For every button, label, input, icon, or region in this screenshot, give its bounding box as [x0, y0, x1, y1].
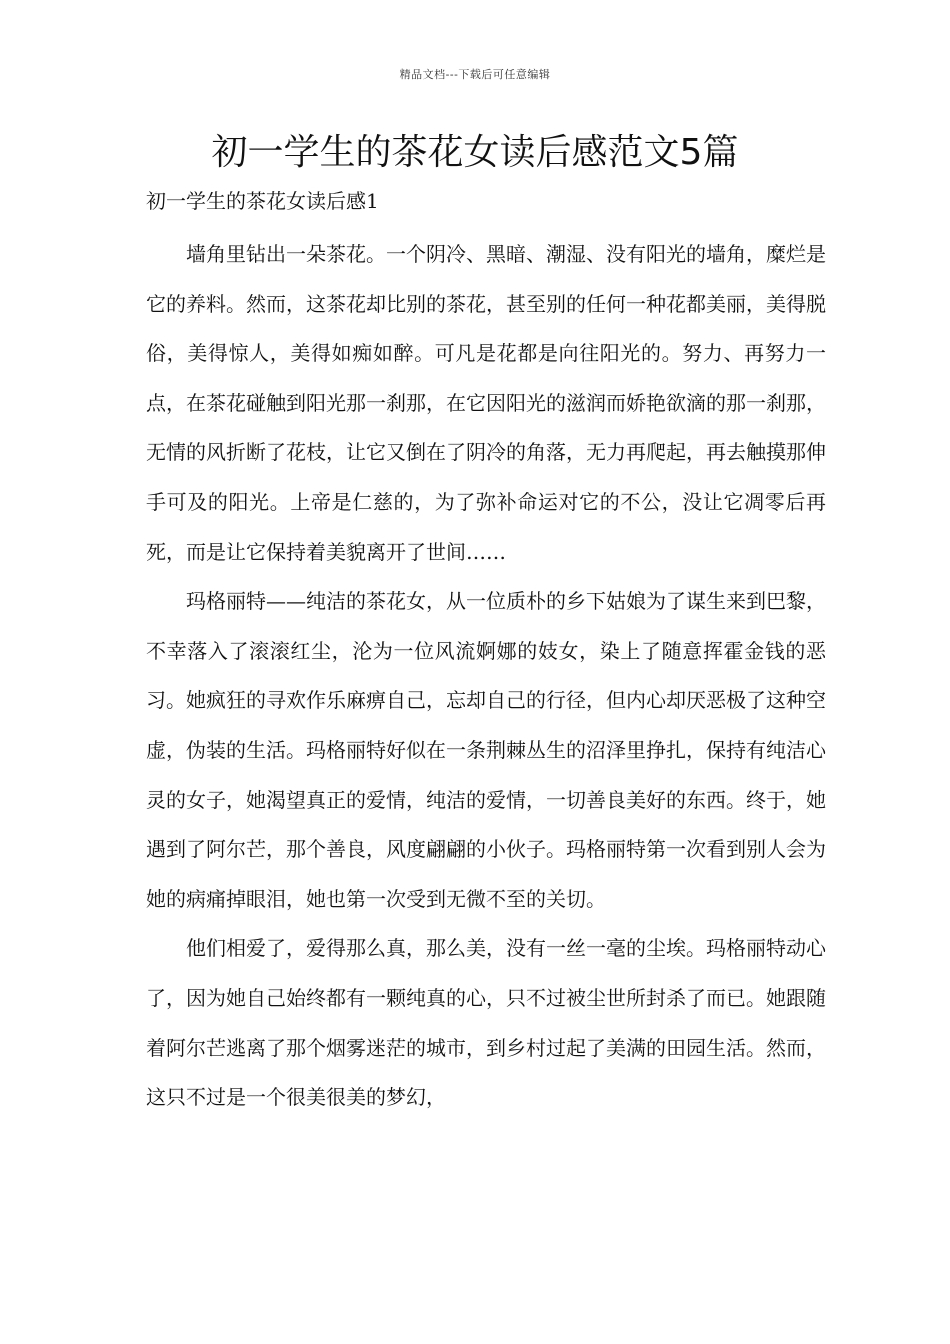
- section-heading: 初一学生的茶花女读后感1: [146, 189, 379, 213]
- document-title: 初一学生的茶花女读后感范文5篇: [211, 132, 739, 173]
- paragraph-2: 玛格丽特——纯洁的茶花女，从一位质朴的乡下姑娘为了谋生来到巴黎，不幸落入了滚滚红尘，沦为一位风流婀娜的妓女，染上了随意挥霍金钱的恶习。她疯狂的寻欢作乐麻痹自己，忘却自己的行径，但内心却厌恶极了这种空虚，伪装的生活。玛格丽特好似在一条荆棘丛生的沼泽里挣扎，保持有纯洁心灵的女子，她渴望真正的爱情，纯洁的爱情，一切善良美好的东西。终于，她遇到了阿尔芒，那个善良，风度翩翩的小伙子。玛格丽特第一次看到别人会为她的病痛掉眼泪，她也第一次受到无微不至的关切。: [146, 589, 826, 911]
- paragraph-1: 墙角里钻出一朵茶花。一个阴冷、黑暗、潮湿、没有阳光的墙角，糜烂是它的养料。然而，这茶花却比别的茶花，甚至别的任何一种花都美丽，美得脱俗，美得惊人，美得如痴如醉。可凡是花都是向往阳光的。努力、再努力一点，在茶花碰触到阳光那一刹那，在它因阳光的滋润而娇艳欲滴的那一刹那，无情的风折断了花枝，让它又倒在了阴冷的角落，无力再爬起，再去触摸那伸手可及的阳光。上帝是仁慈的，为了弥补命运对它的不公，没让它凋零后再死，而是让它保持着美貌离开了世间……: [146, 242, 826, 564]
- paragraph-3: 他们相爱了，爱得那么真，那么美，没有一丝一毫的尘埃。玛格丽特动心了，因为她自己始终都有一颗纯真的心，只不过被尘世所封杀了而已。她跟随着阿尔芒逃离了那个烟雾迷茫的城市，到乡村过起了美满的田园生活。然而，这只不过是一个很美很美的梦幻，: [146, 936, 826, 1110]
- header-note: 精品文档---下载后可任意编辑: [399, 68, 551, 81]
- body-text: [146, 230, 826, 1123]
